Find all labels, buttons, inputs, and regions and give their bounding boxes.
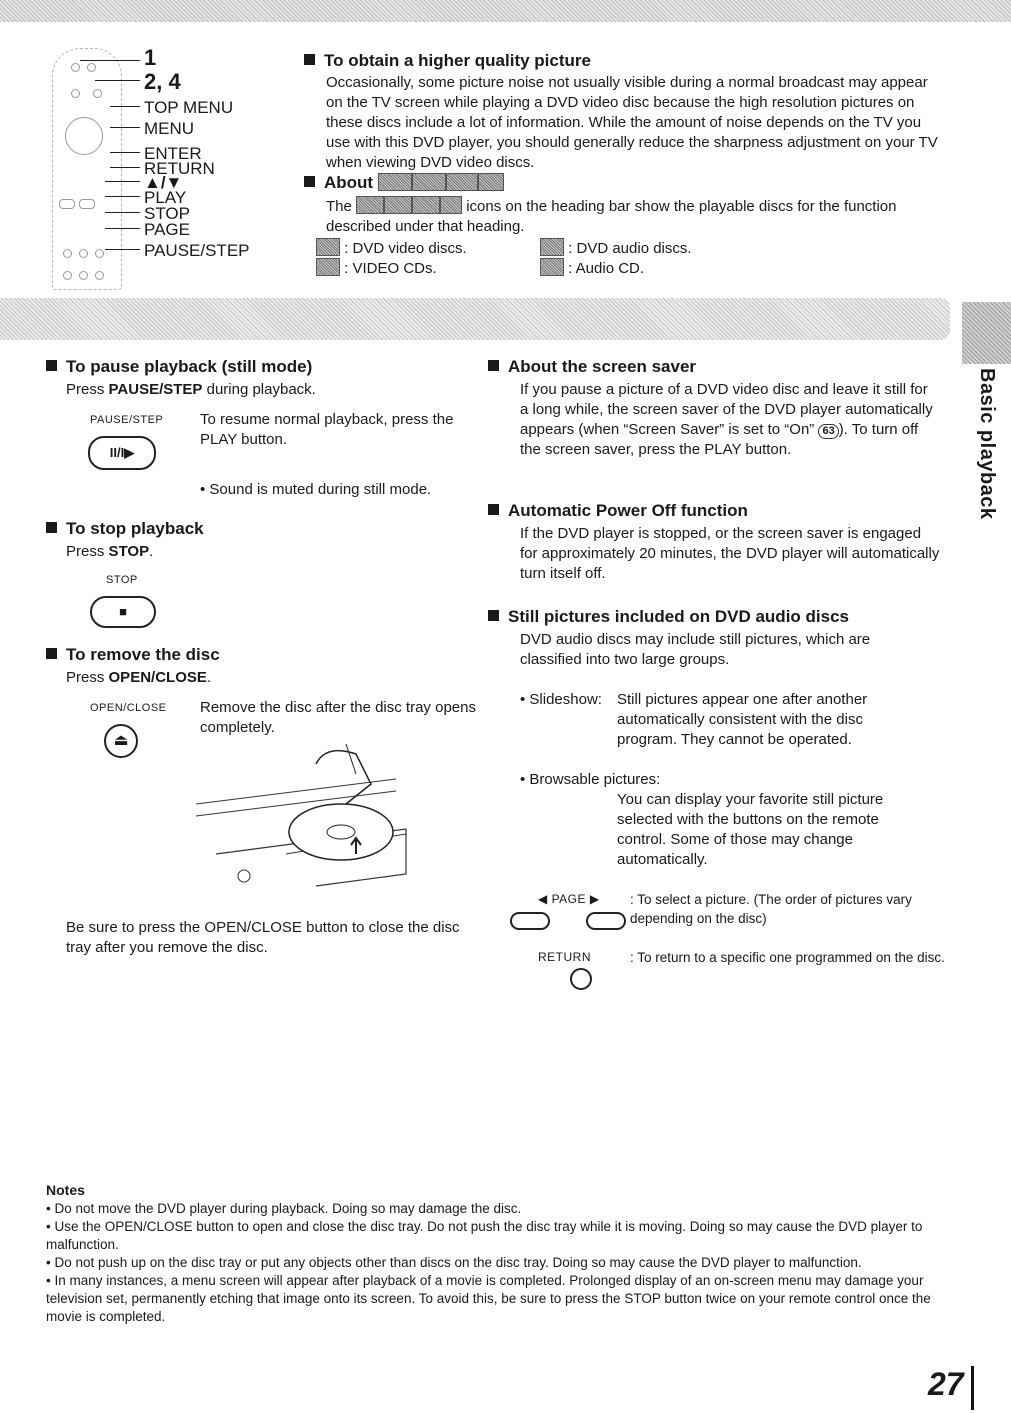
callout-label-menu: MENU <box>144 119 195 138</box>
remove-description: Remove the disc after the disc tray opens completely. <box>200 699 476 736</box>
vcd-icon <box>446 173 478 191</box>
return-button-icon <box>570 968 592 990</box>
callout-label-up-down: ▲/▼ <box>144 173 183 192</box>
bullet-square-icon <box>304 176 315 187</box>
callout-line <box>95 80 140 81</box>
remote-button-icon <box>87 63 96 72</box>
about-icons-section <box>304 172 944 277</box>
callout-label-enter: ENTER <box>144 144 202 163</box>
pause-button-label: PAUSE/STEP <box>90 414 164 426</box>
pause-instruction: Press PAUSE/STEP during playback. <box>66 381 316 398</box>
remote-button-icon <box>63 249 72 258</box>
section-hatched-bar <box>0 298 950 340</box>
note-item: • In many instances, a menu screen will appear after playback of a movie is completed. Prolonged display of an on-screen menu may damage your television set, permanently etching that image onto its screen. To avoid this, be sure to press the STOP button twice on your remote control once the movie is completed. <box>46 1273 931 1324</box>
bullet-square-icon <box>488 360 499 371</box>
pause-resume-text: To resume normal playback, press the PLAY button. <box>200 411 454 448</box>
remote-dpad-icon <box>65 117 103 155</box>
still-pictures-body: DVD audio discs may include still pictures, which are classified into two large groups. <box>520 631 871 668</box>
callout-label-1: 1 <box>144 45 157 70</box>
remote-button-icon <box>95 249 104 258</box>
legend-cd: : Audio CD. <box>540 258 780 279</box>
dvd-video-icon <box>378 173 412 191</box>
page-left-button-icon <box>510 912 550 930</box>
open-close-button-label: OPEN/CLOSE <box>90 702 167 714</box>
dvd-audio-icon <box>540 238 564 256</box>
dvd-audio-icon <box>412 173 446 191</box>
notes-section <box>46 1182 951 1326</box>
bullet-square-icon <box>46 360 57 371</box>
page-buttons-text: : To select a picture. (The order of pictures vary depending on the disc) <box>630 892 912 926</box>
disc-tray-illustration <box>196 744 426 894</box>
remove-heading: To remove the disc <box>46 644 476 666</box>
callout-line <box>110 106 140 107</box>
remote-button-icon <box>59 199 75 209</box>
remote-button-icon <box>71 63 80 72</box>
screen-saver-section <box>488 356 948 460</box>
remote-button-icon <box>71 89 80 98</box>
browsable-text: You can display your favorite still picture selected with the buttons on the remote control. Some of those may change automatically. <box>617 791 884 868</box>
notes-title: Notes <box>46 1182 85 1198</box>
stop-button-icon: ■ <box>90 596 156 628</box>
remote-button-icon <box>63 271 72 280</box>
side-tab-marker <box>962 302 1011 364</box>
stop-section <box>46 518 476 619</box>
callout-label-return: RETURN <box>144 159 215 178</box>
page-number-rule <box>971 1366 974 1410</box>
screen-saver-heading: About the screen saver <box>488 356 948 378</box>
top-hatched-bar <box>0 0 1011 22</box>
eject-button-icon: ⏏ <box>104 724 138 758</box>
bullet-square-icon <box>488 504 499 515</box>
remote-control-illustration <box>52 48 122 290</box>
dvd-video-icon <box>316 238 340 256</box>
remote-button-icon <box>95 271 104 280</box>
callout-line <box>105 212 140 213</box>
return-button-text: : To return to a specific one programmed on the disc. <box>630 950 945 965</box>
callout-line <box>110 127 140 128</box>
callout-label-pause-step: PAUSE/STEP <box>144 241 250 260</box>
pause-mute-note: • Sound is muted during still mode. <box>200 481 432 498</box>
remote-button-icon <box>79 199 95 209</box>
bullet-square-icon <box>46 522 57 533</box>
auto-power-off-section <box>488 500 948 584</box>
callout-line <box>105 181 140 182</box>
callout-line <box>105 249 140 250</box>
callout-label-top-menu: TOP MENU <box>144 98 234 117</box>
remote-button-icon <box>93 89 102 98</box>
higher-quality-heading: To obtain a higher quality picture <box>304 50 944 72</box>
cd-icon <box>440 196 462 214</box>
remote-button-icon <box>79 271 88 280</box>
stop-instruction: Press STOP. <box>66 543 154 560</box>
callout-line <box>105 196 140 197</box>
still-pictures-section <box>488 606 958 965</box>
auto-power-off-heading: Automatic Power Off function <box>488 500 948 522</box>
dvd-video-icon <box>356 196 384 214</box>
pause-heading: To pause playback (still mode) <box>46 356 476 378</box>
page-buttons-label: ◀ PAGE ▶ <box>538 892 600 906</box>
page-right-button-icon <box>586 912 626 930</box>
auto-power-off-body: If the DVD player is stopped, or the screen saver is engaged for approximately 20 minutes, the DVD player will automatically turn itself off. <box>520 525 940 582</box>
slideshow-text: Still pictures appear one after another automatically consistent with the disc program. They cannot be operated. <box>617 691 868 748</box>
legend-vcd: : VIDEO CDs. <box>316 258 556 279</box>
remove-disc-section <box>46 644 476 749</box>
cd-icon <box>478 173 504 191</box>
callout-line <box>110 152 140 153</box>
remote-button-icon <box>79 249 88 258</box>
stop-heading: To stop playback <box>46 518 476 540</box>
cd-icon <box>540 258 564 276</box>
slideshow-label: • Slideshow: <box>520 691 602 708</box>
legend-dvd-audio: : DVD audio discs. <box>540 238 780 259</box>
legend-dvd-video: : DVD video discs. <box>316 238 556 259</box>
callout-label-2-4: 2, 4 <box>144 69 181 94</box>
note-item: • Do not push up on the disc tray or put any objects other than discs on the disc tray. Doing so may cause the DVD player to malfunction. <box>46 1255 862 1270</box>
bullet-square-icon <box>46 648 57 659</box>
callout-label-page: PAGE <box>144 220 190 239</box>
callout-label-stop: STOP <box>144 204 190 223</box>
callout-line <box>105 228 140 229</box>
higher-quality-section <box>304 50 944 173</box>
side-tab-label: Basic playback <box>976 368 998 520</box>
vcd-icon <box>316 258 340 276</box>
page-ref-badge: 63 <box>818 424 838 439</box>
note-item: • Do not move the DVD player during playback. Doing so may damage the disc. <box>46 1201 522 1216</box>
bullet-square-icon <box>488 610 499 621</box>
remove-footer-text: Be sure to press the OPEN/CLOSE button to close the disc tray after you remove the disc. <box>66 919 460 956</box>
higher-quality-body: Occasionally, some picture noise not usually visible during a normal broadcast may appear on the TV screen while playing a DVD video disc because the high resolution pictures on these discs include a lot of information. While the amount of noise depends on the TV you use with this DVD player, you should generally reduce the sharpness adjustment on your TV when viewing DVD video discs. <box>326 74 938 171</box>
bullet-square-icon <box>304 54 315 65</box>
callout-line <box>110 167 140 168</box>
screen-saver-body: If you pause a picture of a DVD video disc and leave it still for a long while, the screen saver of the DVD player automatically appears (when “Screen Saver” is set to “On” 63 ). To turn off the screen saver, press the PLAY button. <box>520 381 933 458</box>
browsable-label: • Browsable pictures: <box>520 771 661 788</box>
stop-button-label: STOP <box>106 574 138 586</box>
pause-section <box>46 356 476 498</box>
about-heading: About <box>304 172 944 194</box>
callout-line <box>80 60 140 61</box>
callout-label-play: PLAY <box>144 188 187 207</box>
pause-step-button-icon: II/I▶ <box>88 436 156 470</box>
dvd-audio-icon <box>384 196 412 214</box>
remove-instruction: Press OPEN/CLOSE. <box>66 669 212 686</box>
page-number: 27 <box>928 1366 964 1402</box>
note-item: • Use the OPEN/CLOSE button to open and close the disc tray. Do not push the disc tray while it is moving. Doing so may cause the DVD player to malfunction. <box>46 1219 923 1252</box>
return-button-label: RETURN <box>538 950 591 964</box>
vcd-icon <box>412 196 440 214</box>
about-body: The icons on the heading bar show the playable discs for the function described under that heading. <box>326 198 897 235</box>
still-pictures-heading: Still pictures included on DVD audio discs <box>488 606 958 628</box>
